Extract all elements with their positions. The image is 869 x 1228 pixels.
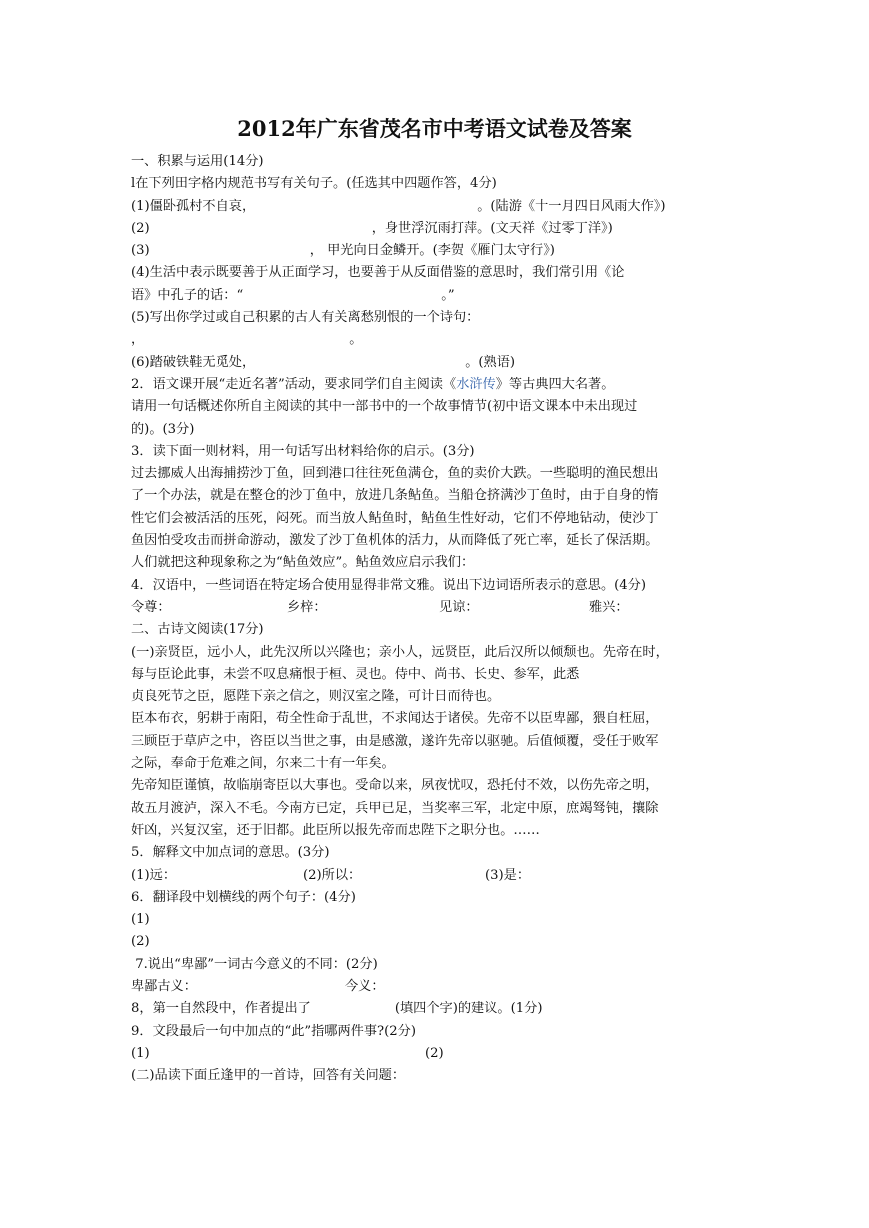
- classical-text-line: 奸凶，兴复汉室，还于旧都。此臣所以报先帝而忠陛下之职分也。……: [131, 822, 540, 838]
- classical-text-line: 每与臣论此事，未尝不叹息痛恨于桓、灵也。侍中、尚书、长史、参军，此悉: [131, 666, 580, 682]
- question-1-item-4-cont: 语》中孔子的话：“ 。”: [131, 287, 455, 303]
- question-2-line-2: 请用一句话概述你所自主阅读的其中一部书中的一个故事情节(初中语文课本中未出现过: [131, 399, 638, 415]
- classical-text-line: 先帝知臣谨慎，故临崩寄臣以大事也。受命以来，夙夜忧叹，恐托付不效，以伤先帝之明，: [131, 778, 659, 794]
- question-9-items: (1) (2): [131, 1045, 444, 1061]
- question-2-line-3: 的)。(3分): [131, 421, 195, 437]
- classical-text-line: 贞良死节之臣，愿陛下亲之信之，则汉室之隆，可计日而待也。: [131, 689, 501, 705]
- section-heading: 一、积累与运用(14分): [131, 154, 264, 169]
- book-link[interactable]: 水浒传: [456, 376, 496, 392]
- question-8: 8，第一自然段中，作者提出了 (填四个字)的建议。(1分): [131, 1001, 543, 1017]
- question-1-item-1: (1)僵卧孤村不自哀， 。(陆游《十一月四日风雨大作》): [131, 198, 666, 214]
- material-line: 性它们会被活活的压死，闷死。而当放人鲇鱼时，鲇鱼生性好动，它们不停地钻动，使沙丁: [131, 510, 659, 526]
- question-1: l在下列田字格内规范书写有关句子。(任选其中四题作答，4分): [131, 176, 497, 192]
- classical-text-line: 之际，奉命于危难之间，尔来二十有一年矣。: [131, 756, 395, 772]
- question-1-item-5: (5)写出你学过或自己积累的古人有关离愁别恨的一个诗句：: [131, 310, 480, 326]
- question-6-item-2: (2): [131, 934, 150, 950]
- question-1-item-3: (3) ， 甲光向日金鳞开。(李贺《雁门太守行》): [131, 243, 555, 259]
- question-4: 4．汉语中，一些词语在特定场合使用显得非常文雅。说出下边词语所表示的意思。(4分): [131, 577, 647, 593]
- question-1-item-2: (2) ，身世浮沉雨打萍。(文天祥《过零丁洋》): [131, 220, 613, 236]
- question-6-item-1: (1): [131, 912, 150, 928]
- question-7: 7.说出“卑鄙”一词古今意义的不同：(2分): [131, 956, 378, 972]
- question-7-items: 卑鄙古义： 今义：: [131, 978, 385, 994]
- page-title: 2012年广东省茂名市中考语文试卷及答案: [237, 116, 632, 141]
- question-4-words: 令尊： 乡梓： 见谅： 雅兴：: [131, 599, 629, 615]
- question-1-item-5-blank: ， 。: [131, 332, 363, 348]
- classical-text-line: 三顾臣于草庐之中，咨臣以当世之事，由是感激，遂许先帝以驱驰。后值倾覆，受任于败军: [131, 733, 659, 749]
- question-5-items: (1)远： (2)所以： (3)是：: [131, 867, 531, 883]
- material-line: 了一个办法，就是在整仓的沙丁鱼中，放进几条鲇鱼。当船仓挤满沙丁鱼时，由于自身的惰: [131, 488, 659, 504]
- classical-text-line: 故五月渡泸，深入不毛。今南方已定，兵甲已足，当奖率三军，北定中原，庶竭驽钝，攘除: [131, 800, 659, 816]
- material-line: 人们就把这种现象称之为“鲇鱼效应”。鲇鱼效应启示我们：: [131, 555, 475, 571]
- question-6: 6．翻译段中划横线的两个句子：(4分): [131, 889, 356, 905]
- material-line: 过去挪威人出海捕捞沙丁鱼，回到港口往往死鱼满仓，鱼的卖价大跌。一些聪明的渔民想出: [131, 466, 659, 482]
- question-5: 5．解释文中加点词的意思。(3分): [131, 845, 330, 861]
- section-heading: 二、古诗文阅读(17分): [131, 622, 264, 638]
- question-1-item-6: (6)踏破铁鞋无觅处， 。(熟语): [131, 354, 516, 370]
- classical-text-line: 臣本布衣，躬耕于南阳，苟全性命于乱世，不求闻达于诸侯。先帝不以臣卑鄙，猥自枉屈，: [131, 711, 659, 727]
- classical-text-line: (一)亲贤臣，远小人，此先汉所以兴隆也；亲小人，远贤臣，此后汉所以倾颓也。先帝在时，: [131, 644, 669, 660]
- question-2: 2．语文课开展“走近名著”活动，要求同学们自主阅读《水浒传》等古典四大名著。: [131, 376, 615, 392]
- question-9: 9．文段最后一句中加点的“此”指哪两件事?(2分): [131, 1023, 416, 1039]
- material-line: 鱼因怕受攻击而拼命游动，激发了沙丁鱼机体的活力，从而降低了死亡率，延长了保活期。: [131, 533, 659, 549]
- question-1-item-4: (4)生活中表示既要善于从正面学习，也要善于从反面借鉴的意思时，我们常引用《论: [131, 265, 625, 281]
- section-heading: (二)品读下面丘逢甲的一首诗，回答有关问题：: [131, 1068, 406, 1084]
- document-body: [131, 151, 745, 1087]
- question-3: 3．读下面一则材料，用一句话写出材料给你的启示。(3分): [131, 443, 475, 459]
